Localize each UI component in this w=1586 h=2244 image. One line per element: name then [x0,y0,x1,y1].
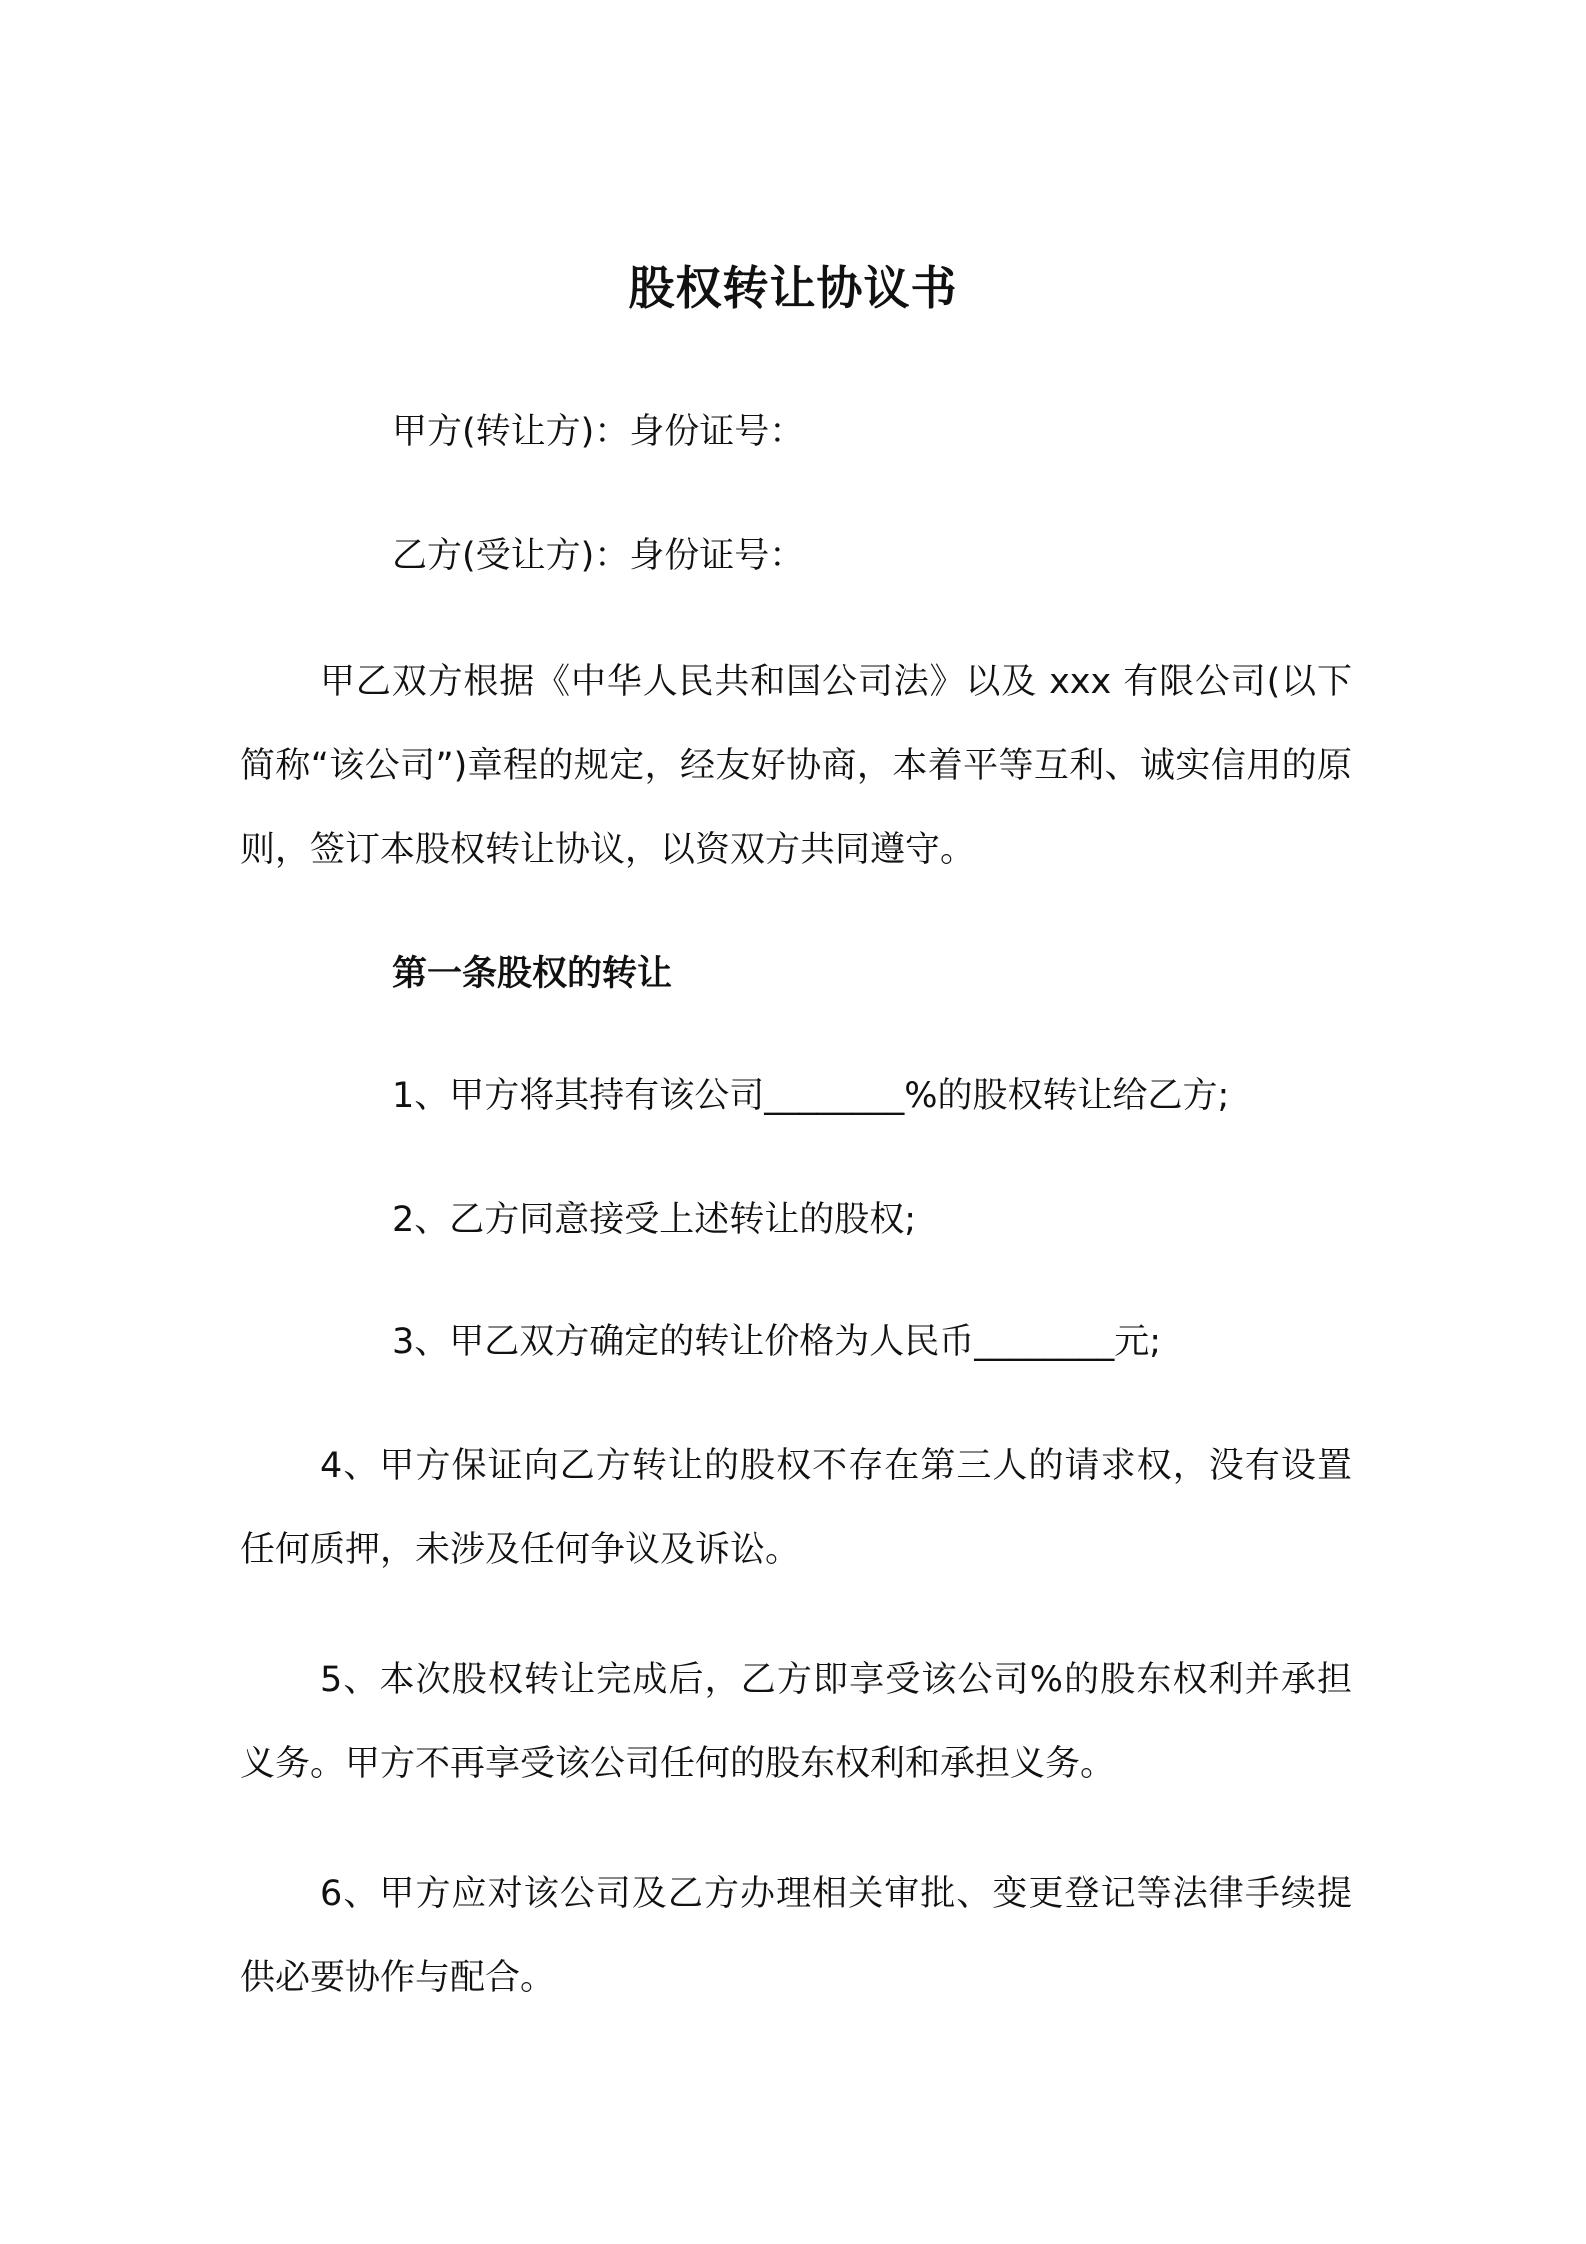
party-b-line: 乙方(受让方)：身份证号： [392,536,805,576]
clause-3: 3、甲乙双方确定的转让价格为人民币________元; [392,1322,1162,1362]
clause-1: 1、甲方将其持有该公司________%的股权转让给乙方; [392,1076,1230,1116]
article-1-heading: 第一条股权的转让 [392,954,673,994]
preamble-paragraph: 甲乙双方根据《中华人民共和国公司法》以及 xxx 有限公司(以下简称“该公司”)章程的规定，经友好协商，本着平等互利、诚实信用的原则，签订本股权转让协议，以资双方共同遵守。 [240,662,1352,870]
clause-5: 5、本次股权转让完成后，乙方即享受该公司%的股东权利并承担义务。甲方不再享受该公司任何的股东权利和承担义务。 [240,1660,1352,1784]
clause-4: 4、甲方保证向乙方转让的股权不存在第三人的请求权，没有设置任何质押，未涉及任何争议及诉讼。 [240,1446,1352,1570]
party-a-line: 甲方(转让方)：身份证号： [392,412,805,452]
clause-2: 2、乙方同意接受上述转让的股权; [392,1200,917,1240]
clause-6: 6、甲方应对该公司及乙方办理相关审批、变更登记等法律手续提供必要协作与配合。 [240,1874,1352,1998]
document-title: 股权转让协议书 [628,261,958,315]
